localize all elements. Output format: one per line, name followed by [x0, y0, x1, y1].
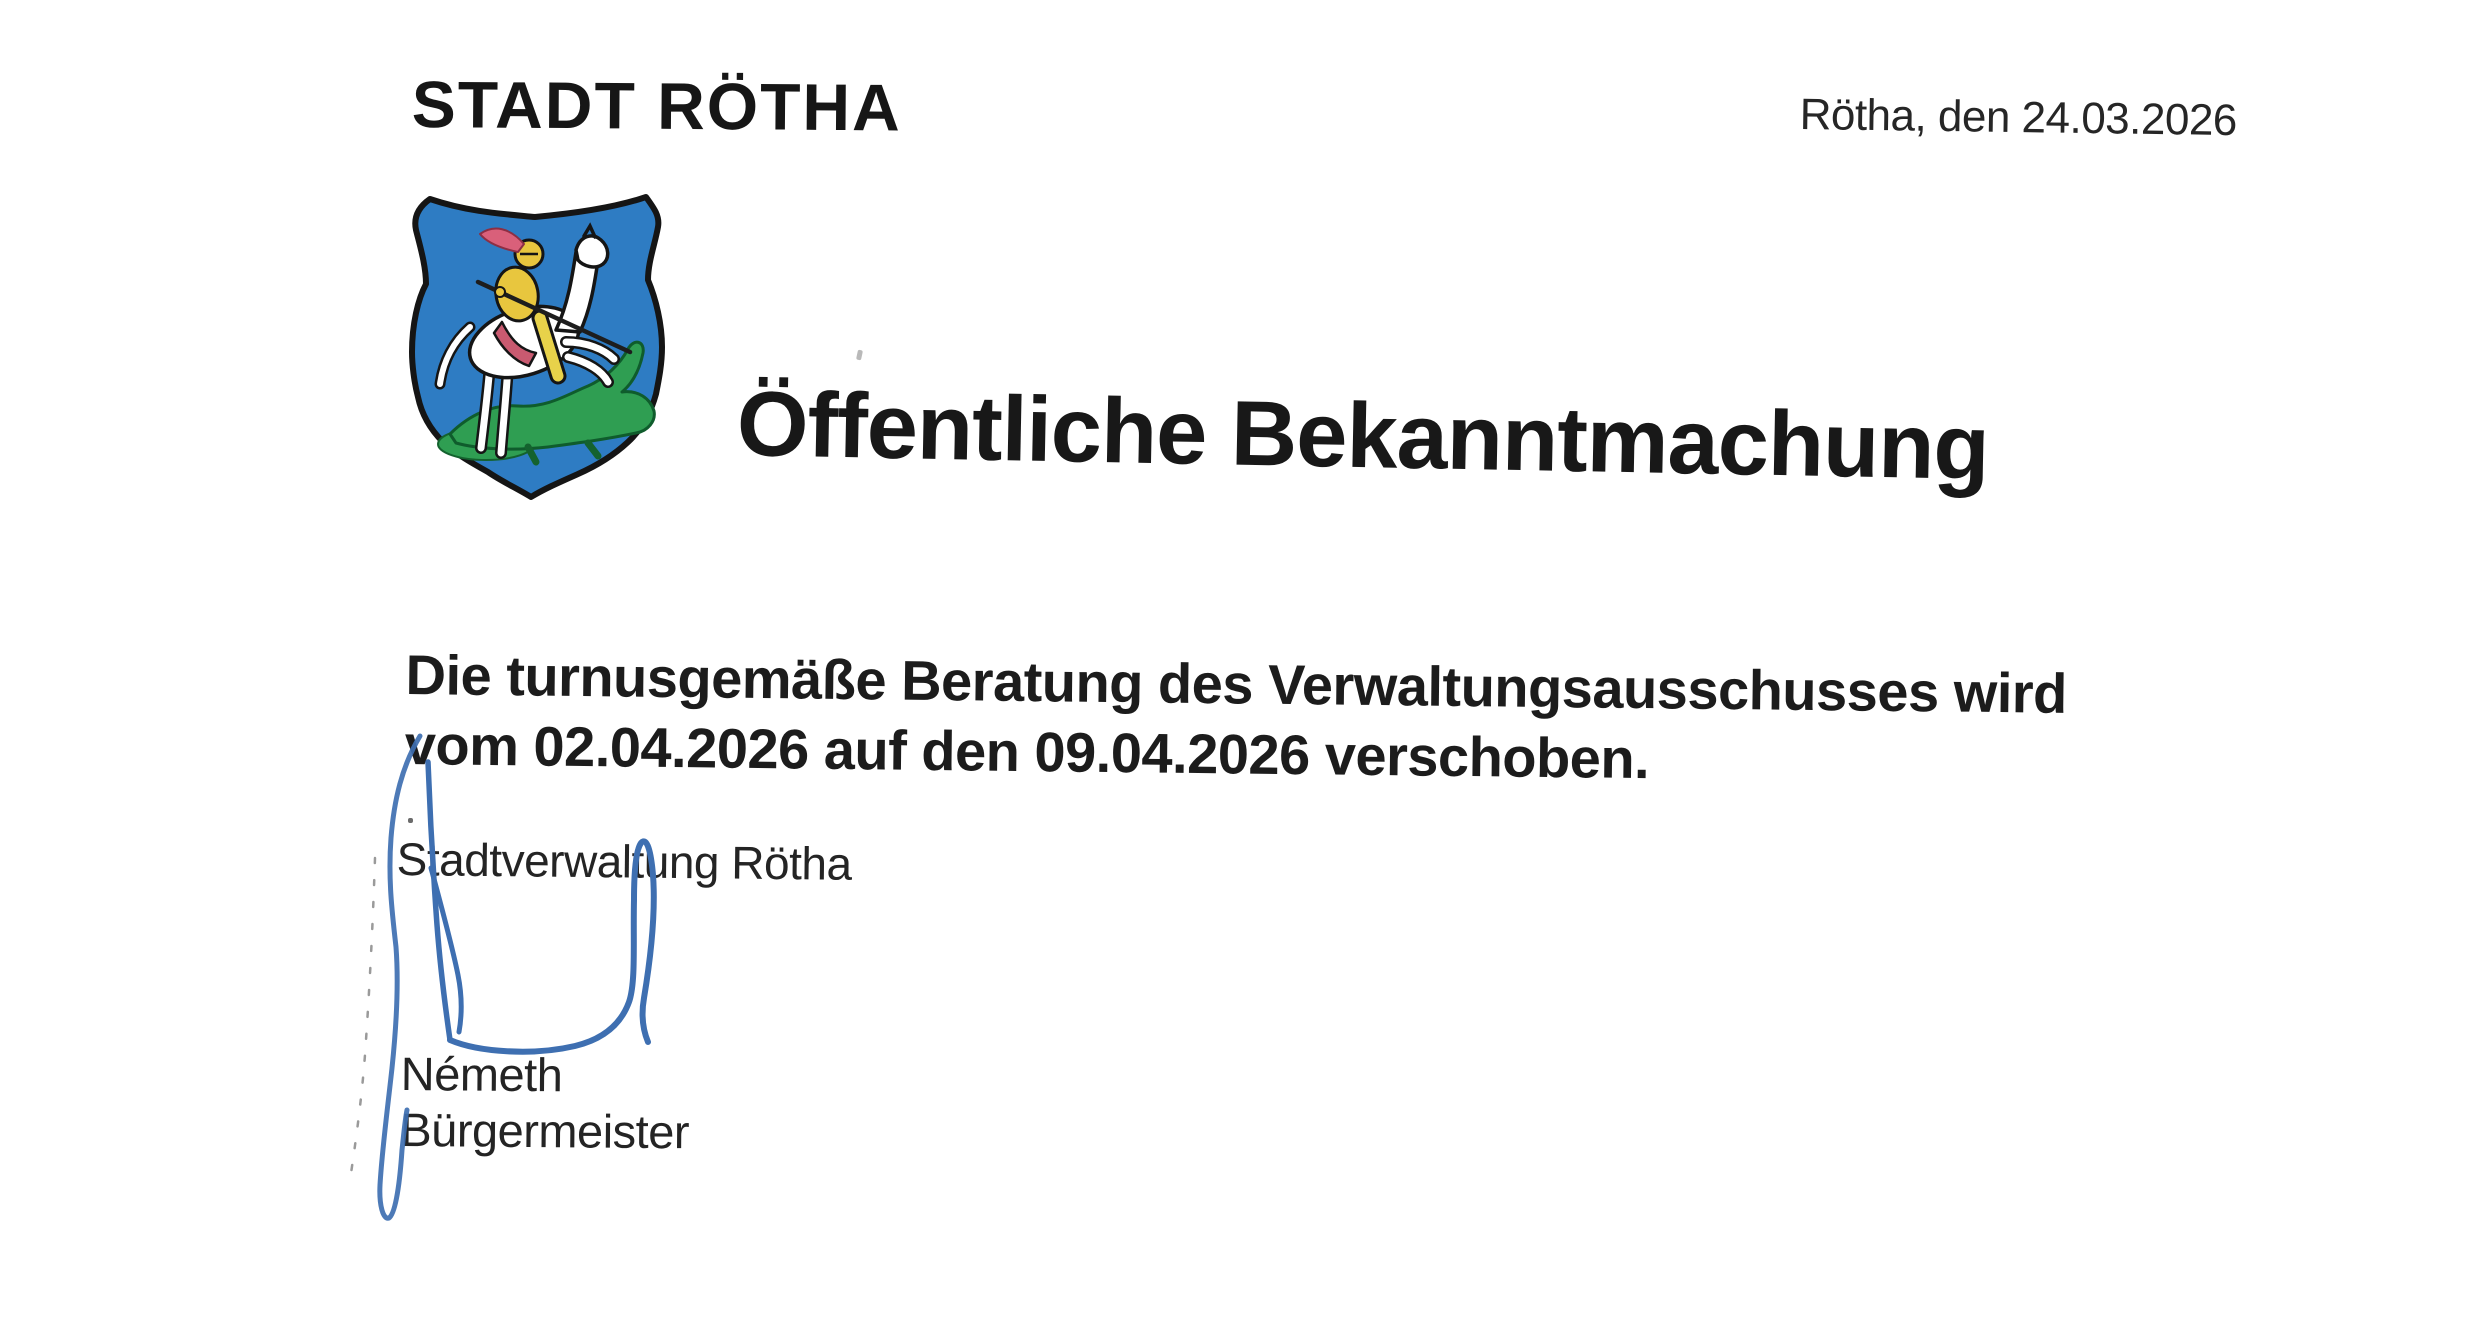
city-coat-of-arms-icon — [408, 192, 666, 506]
notice-body — [404, 640, 2067, 799]
notice-body-line2: vom 02.04.2026 auf den 09.04.2026 verschoben. — [404, 712, 1650, 791]
signer-title: Bürgermeister — [400, 1102, 690, 1159]
sender-name: STADT RÖTHA — [411, 66, 903, 145]
scan-speck — [408, 818, 413, 823]
notice-title: Öffentliche Bekanntmachung — [736, 372, 1990, 500]
closing-line: Stadtverwaltung Rötha — [396, 832, 852, 890]
signer-name: Németh — [400, 1047, 563, 1102]
notice-body-line1: Die turnusgemäße Beratung des Verwaltungsausschusses wird — [405, 642, 2068, 725]
place-date-line: Rötha, den 24.03.2026 — [1799, 90, 2238, 146]
signer-block — [400, 1046, 690, 1160]
scan-speck — [856, 350, 863, 361]
